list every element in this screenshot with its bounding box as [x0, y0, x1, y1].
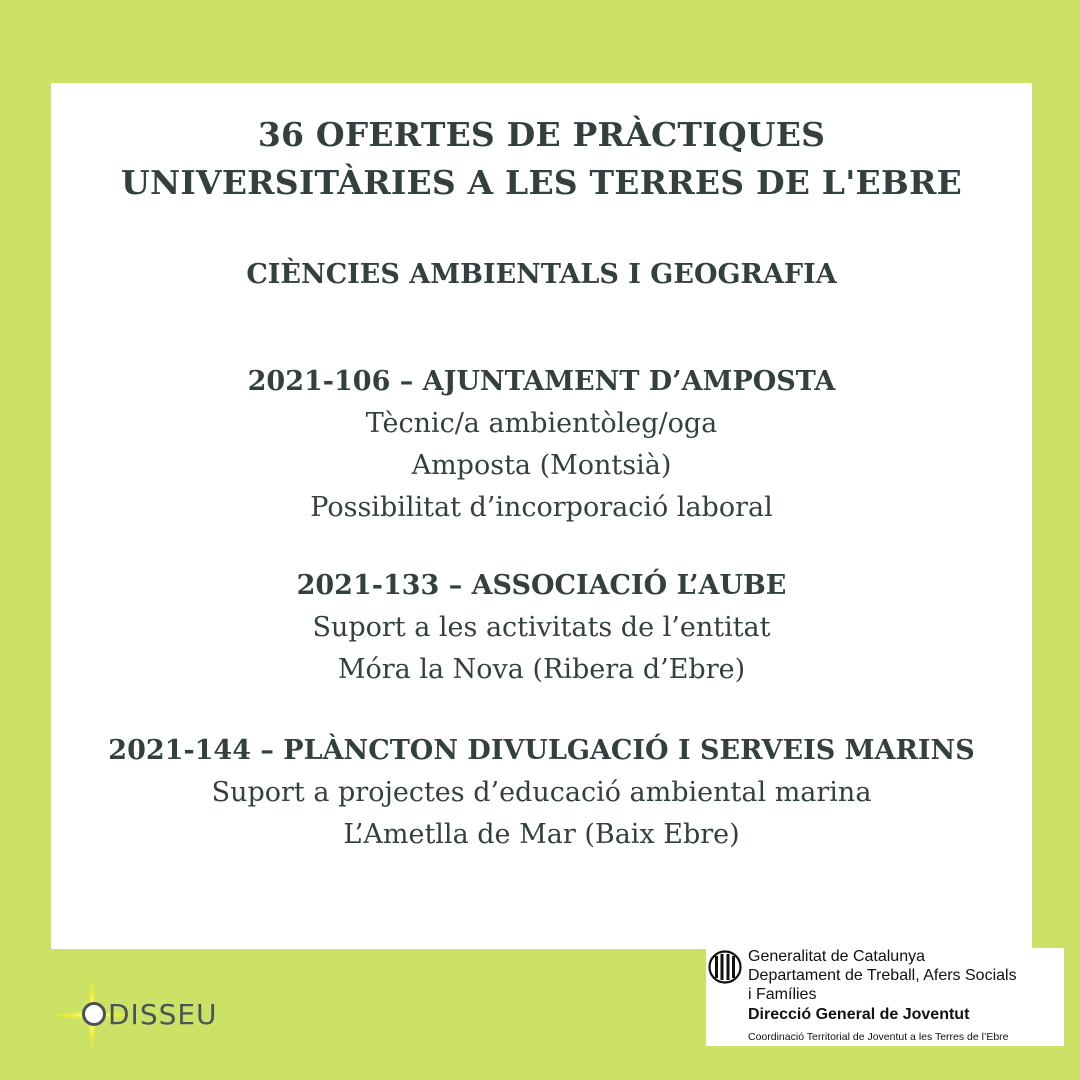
offer-item [51, 730, 1032, 856]
gencat-line-2: Departament de Treball, Afers Socials [748, 967, 1017, 984]
odisseu-logo [52, 978, 232, 1052]
offer-item [51, 565, 1032, 691]
offer-role: Suport a les activitats de l’entitat [312, 612, 771, 643]
offer-location: Amposta (Montsià) [411, 450, 672, 481]
odisseu-o-mark [82, 1002, 106, 1026]
gencat-logo [706, 948, 1064, 1046]
odisseu-wordmark: DISSEU [82, 998, 218, 1031]
offer-card [51, 83, 1032, 949]
offer-role: Tècnic/a ambientòleg/oga [365, 408, 718, 439]
senyera-emblem-icon [708, 950, 742, 984]
offer-heading: 2021-144 – PLÀNCTON DIVULGACIÓ I SERVEIS MARINS [108, 735, 975, 766]
gencat-line-1: Generalitat de Catalunya [748, 948, 925, 965]
offer-location: Móra la Nova (Ribera d’Ebre) [337, 654, 746, 685]
offer-note: Possibilitat d’incorporació laboral [310, 492, 773, 523]
gencat-line-3: i Famílies [748, 986, 817, 1003]
offer-role: Suport a projectes d’educació ambiental marina [211, 777, 872, 808]
offer-item [51, 361, 1032, 529]
category-heading: CIÈNCIES AMBIENTALS I GEOGRAFIA [246, 259, 837, 290]
page-title [51, 111, 1032, 207]
title-line-1: 36 OFERTES DE PRÀCTIQUES [257, 115, 826, 154]
offer-location: L’Ametlla de Mar (Baix Ebre) [343, 819, 740, 850]
gencat-line-5: Coordinació Territorial de Joventut a les Terres de l’Ebre [748, 1031, 1009, 1043]
title-line-2: UNIVERSITÀRIES A LES TERRES DE L'EBRE [121, 163, 962, 202]
offer-heading: 2021-133 – ASSOCIACIÓ L’AUBE [296, 570, 787, 601]
offer-heading: 2021-106 – AJUNTAMENT D’AMPOSTA [247, 366, 836, 397]
gencat-line-4: Direcció General de Joventut [748, 1006, 970, 1023]
